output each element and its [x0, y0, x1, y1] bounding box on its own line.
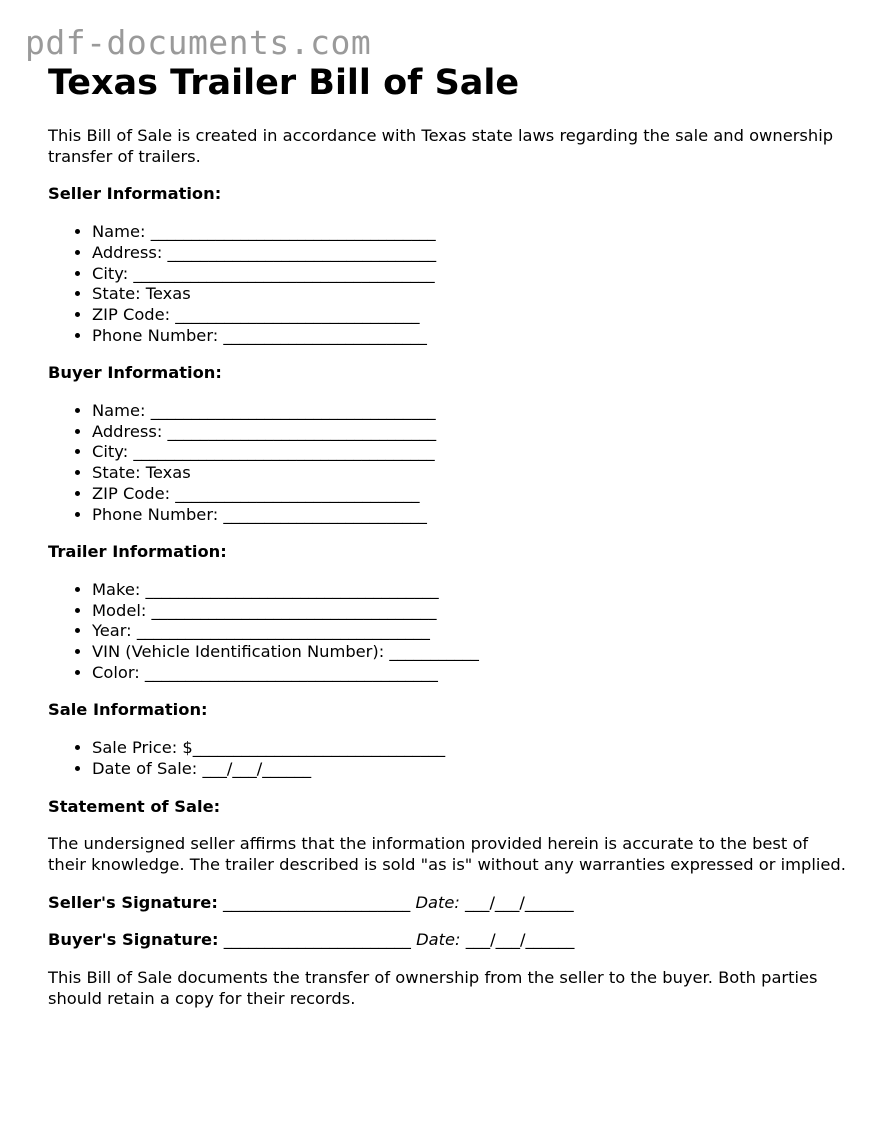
sale-section-heading: Sale Information:: [48, 700, 208, 720]
seller-section-heading: Seller Information:: [48, 184, 222, 204]
trailer-make-field: • Make: ____________________________________: [92, 580, 848, 601]
seller-fields-list: [48, 222, 848, 346]
seller-address-field: • Address: _________________________________: [92, 243, 848, 264]
buyer-signature-line: [48, 930, 848, 951]
statement-section-heading: Statement of Sale:: [48, 796, 221, 816]
buyer-signature-blank: _______________________: [218, 930, 417, 950]
trailer-vin-field: • VIN (Vehicle Identification Number): ___________: [92, 642, 848, 663]
statement-paragraph: The undersigned seller affirms that the information provided herein is accurate to the best of their knowledge. The trailer described is sold "as is" without any warranties expressed or implied.: [48, 834, 846, 874]
buyer-address-field: • Address: _________________________________: [92, 422, 848, 443]
trailer-section-heading: Trailer Information:: [48, 542, 227, 562]
buyer-city-field: • City: _____________________________________: [92, 442, 848, 463]
sale-date-field: • Date of Sale: ___/___/______: [92, 759, 848, 780]
buyer-date-label: Date:: [416, 930, 461, 950]
sale-price-field: • Sale Price: $_______________________________: [92, 738, 848, 759]
seller-signature-blank: _______________________: [217, 892, 416, 912]
trailer-model-field: • Model: ___________________________________: [92, 601, 848, 622]
seller-phone-field: • Phone Number: _________________________: [92, 326, 848, 347]
seller-city-field: • City: _____________________________________: [92, 264, 848, 285]
buyer-signature-label: Buyer's Signature:: [48, 930, 219, 950]
seller-zip-field: • ZIP Code: ______________________________: [92, 305, 848, 326]
watermark: pdf-documents.com: [25, 23, 372, 62]
buyer-fields-list: [48, 401, 848, 525]
trailer-year-field: • Year: ____________________________________: [92, 621, 848, 642]
seller-date-blank: ___/___/______: [459, 892, 574, 912]
buyer-name-field: • Name: ___________________________________: [92, 401, 848, 422]
buyer-phone-field: • Phone Number: _________________________: [92, 505, 848, 526]
seller-name-field: • Name: ___________________________________: [92, 222, 848, 243]
document-title: Texas Trailer Bill of Sale: [48, 63, 520, 103]
seller-signature-label: Seller's Signature:: [48, 892, 218, 912]
buyer-state-field: • State: Texas: [92, 463, 848, 484]
seller-date-label: Date:: [415, 892, 460, 912]
seller-state-field: • State: Texas: [92, 284, 848, 305]
buyer-date-blank: ___/___/______: [460, 930, 575, 950]
trailer-fields-list: [48, 580, 848, 684]
document-body: [48, 126, 848, 1010]
buyer-zip-field: • ZIP Code: ______________________________: [92, 484, 848, 505]
intro-paragraph: This Bill of Sale is created in accordance with Texas state laws regarding the sale and ownership transfer of trailers.: [48, 126, 834, 166]
closing-paragraph: This Bill of Sale documents the transfer of ownership from the seller to the buyer. Both parties should retain a copy for their records.: [48, 968, 818, 1008]
buyer-section-heading: Buyer Information:: [48, 363, 222, 383]
seller-signature-line: [48, 893, 848, 914]
sale-fields-list: [48, 738, 848, 779]
trailer-color-field: • Color: ____________________________________: [92, 663, 848, 684]
